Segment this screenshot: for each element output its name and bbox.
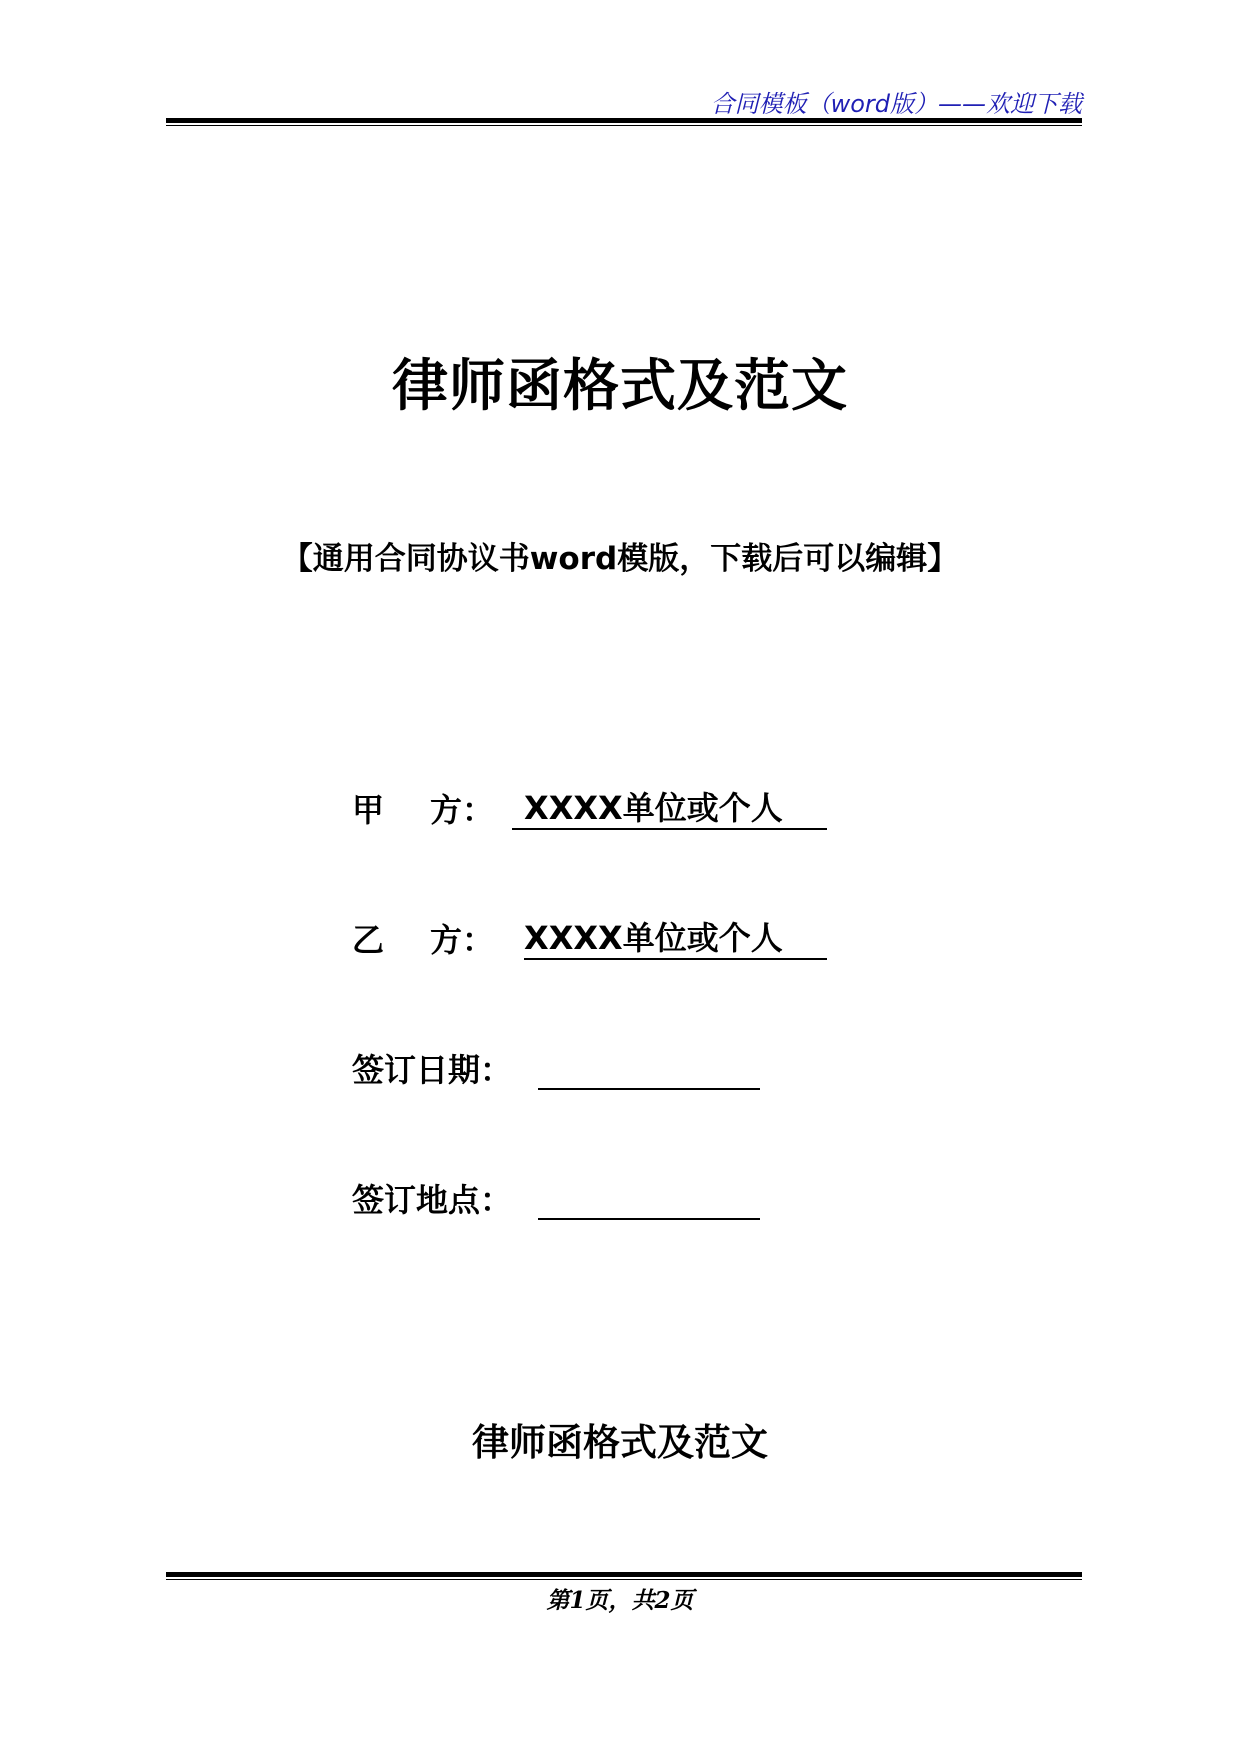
sign-date-colon: ： — [480, 1051, 513, 1089]
party-a-label-char1: 甲 — [352, 791, 385, 829]
party-b-label-char2: 方 — [429, 921, 462, 959]
party-a-label — [352, 790, 462, 830]
header-rule-thin — [166, 125, 1082, 126]
bottom-title: 律师函格式及范文 — [472, 1421, 768, 1464]
party-b-value[interactable]: XXXX单位或个人 — [524, 918, 827, 960]
document-subtitle: 【通用合同协议书word模版，下载后可以编辑】 — [281, 541, 959, 577]
sign-place-field — [352, 1176, 760, 1220]
header-rule-thick — [166, 118, 1082, 123]
party-a-value[interactable]: XXXX单位或个人 — [512, 788, 827, 830]
party-a-colon: ： — [462, 791, 495, 829]
sign-place-colon: ： — [480, 1181, 513, 1219]
party-b-label — [352, 920, 462, 960]
footer-rule-thick — [166, 1572, 1082, 1577]
sign-place-blank[interactable] — [538, 1178, 760, 1220]
sign-date-field — [352, 1046, 760, 1090]
page-number-footer: 第1页，共2页 — [546, 1587, 694, 1614]
page-header-text: 合同模板（word版）——欢迎下载 — [710, 90, 1082, 118]
sign-date-label: 签订日期 — [352, 1051, 481, 1089]
document-title: 律师函格式及范文 — [392, 354, 848, 419]
sign-date-blank[interactable] — [538, 1048, 760, 1090]
party-b-field — [352, 916, 827, 960]
party-a-field — [352, 786, 827, 830]
party-a-label-char2: 方 — [429, 791, 462, 829]
party-b-label-char1: 乙 — [352, 921, 385, 959]
party-b-colon: ： — [462, 921, 495, 959]
footer-rule-thin — [166, 1579, 1082, 1580]
sign-place-label: 签订地点 — [352, 1181, 481, 1219]
